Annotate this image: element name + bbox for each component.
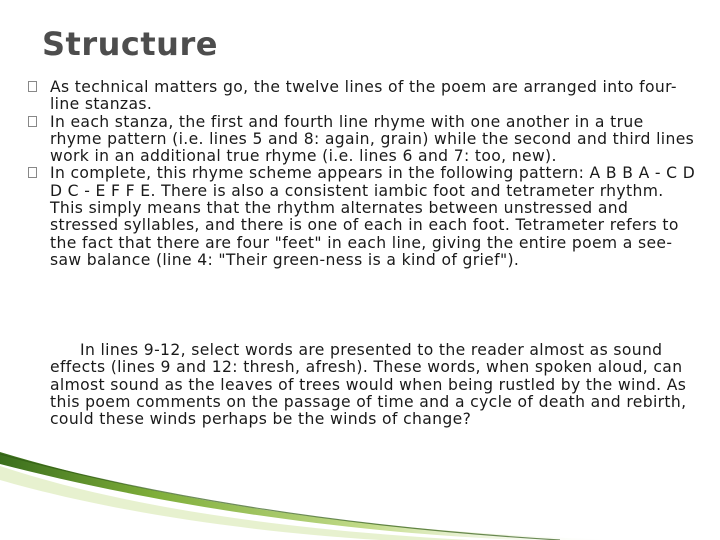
bullet-list [28, 79, 698, 269]
footer-swoosh-decoration [0, 450, 720, 540]
bullet-text: As technical matters go, the twelve lines of the poem are arranged into four-line stanzas. [50, 78, 677, 114]
body-paragraph: In lines 9-12, select words are presented to the reader almost as sound effects (lines 9 and 12: thresh, afresh). These words, when spoken aloud, can almost sound as the leaves of trees would when being rustled by the wind. As this poem comments on the passage of time and a cycle of death and rebirth, could these winds perhaps be the winds of change? [50, 341, 687, 429]
square-bullet-icon [28, 167, 37, 178]
bullet-text: In complete, this rhyme scheme appears in the following pattern: A B B A - C D D C - E F F E. There is also a consistent iambic foot and tetrameter rhythm. This simply means that the rhythm alternates between unstressed and stressed syllables, and there is one of each in each foot. Tetrameter refers to the fact that there are four "feet" in each line, giving the entire poem a see-saw balance (line 4: "Their green-ness is a kind of grief"). [50, 164, 696, 269]
slide-title: Structure [42, 25, 218, 63]
square-bullet-icon [28, 81, 37, 92]
bullet-text: In each stanza, the first and fourth line rhyme with one another in a true rhyme pattern (i.e. lines 5 and 8: again, grain) while the second and third lines work in an additional true rhyme (i.e. lines 6 and 7: too, new). [50, 112, 695, 166]
bullet-item [28, 165, 698, 269]
square-bullet-icon [28, 116, 37, 127]
bullet-item [28, 114, 698, 166]
bullet-item [28, 79, 698, 114]
